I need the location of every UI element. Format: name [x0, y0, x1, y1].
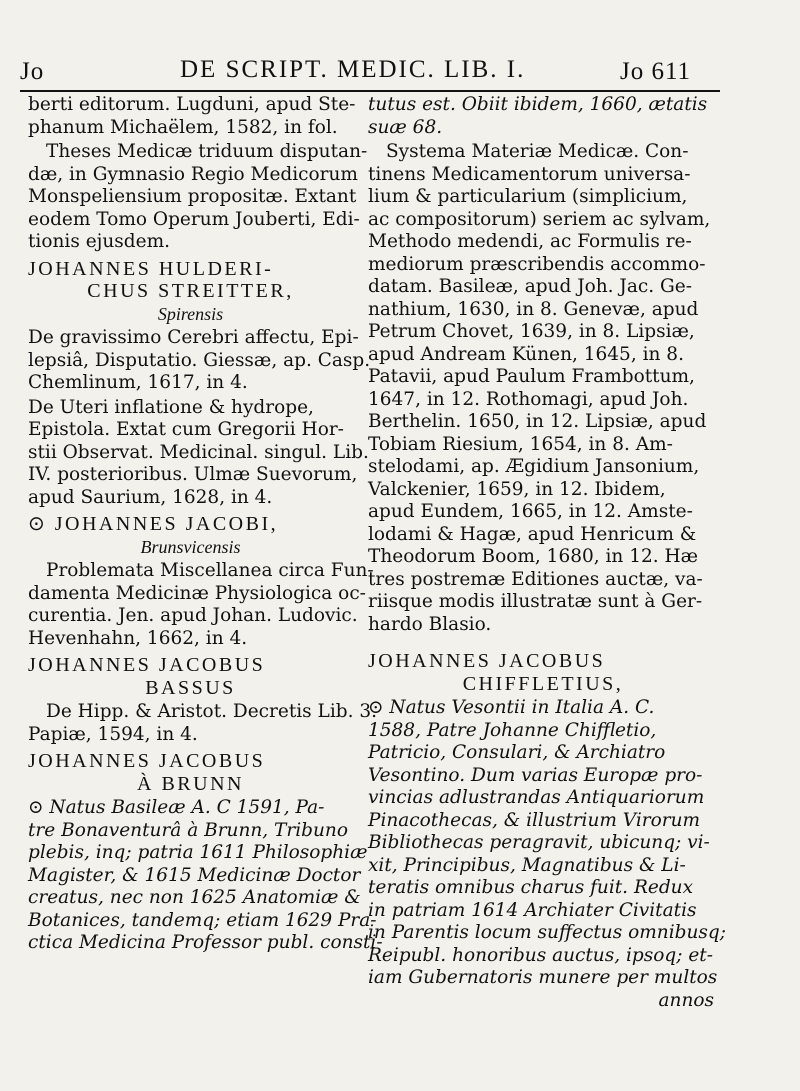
- text-line: Tobiam Riesium, 1654, in 8. Am-: [368, 433, 673, 455]
- text-line: apud Saurium, 1628, in 4.: [28, 486, 273, 508]
- text-line: Vesontino. Dum varias Europæ pro-: [368, 764, 703, 786]
- text-line: datam. Basileæ, apud Joh. Jac. Ge-: [368, 276, 692, 297]
- text-line: tinens Medicamentorum universa-: [368, 163, 691, 185]
- text-line: stelodami, ap. Ægidium Jansonium,: [368, 456, 700, 477]
- entry-text: [28, 94, 356, 139]
- text-line: ctica Medicina Professor publ. consti-: [28, 932, 383, 953]
- left-column: [28, 94, 383, 957]
- text-line: phanum Michaëlem, 1582, in fol.: [28, 116, 338, 138]
- text-line: Pinacothecas, & illustrium Virorum: [368, 809, 701, 831]
- text-line: stii Observat. Medicinal. singul. Lib.: [28, 441, 369, 463]
- author-heading: [368, 650, 718, 695]
- text-line: tutus est. Obiit ibidem, 1660, ætatis: [368, 94, 708, 115]
- entry-text: [368, 697, 726, 1012]
- text-line: in Parentis locum suffectus omnibusq;: [368, 922, 726, 943]
- text-line: xit, Principibus, Magnatibus & Li-: [368, 854, 686, 876]
- text-line: Petrum Chovet, 1639, in 8. Lipsiæ,: [368, 321, 695, 342]
- text-line: mediorum præscribendis accommo-: [368, 253, 706, 275]
- text-line: De Hipp. & Aristot. Decretis Lib. 3.: [46, 701, 378, 722]
- text-line: Patricio, Consulari, & Archiatro: [368, 742, 666, 763]
- header-page-number: Jo 611: [620, 58, 692, 85]
- text-line: Monspeliensium propositæ. Extant: [28, 186, 357, 207]
- text-line: Bibliothecas peragravit, ubicunq; vi-: [368, 832, 710, 853]
- entry-text: [28, 560, 374, 650]
- text-line: plebis, inq; patria 1611 Philosophiæ: [28, 842, 368, 863]
- text-line: De Uteri inflatione & hydrope,: [28, 396, 314, 418]
- heading-line: ⊙ JOHANNES JACOBI,: [28, 513, 279, 535]
- right-column: [368, 94, 726, 1014]
- text-line: Valckenier, 1659, in 12. Ibidem,: [368, 478, 666, 500]
- text-line: 1647, in 12. Rothomagi, apud Joh.: [368, 388, 689, 410]
- text-line: Botanices, tandemq; etiam 1629 Pra-: [28, 909, 377, 931]
- text-line: damenta Medicinæ Physiologica oc-: [28, 582, 366, 604]
- text-line: in patriam 1614 Archiater Civitatis: [368, 899, 697, 921]
- text-line: lodami & Hagæ, apud Henricum &: [368, 523, 697, 545]
- entry-text: [368, 141, 718, 636]
- text-line: dæ, in Gymnasio Regio Medicorum: [28, 163, 358, 185]
- heading-origin: Spirensis: [157, 303, 224, 324]
- text-line: IV. posterioribus. Ulmæ Suevorum,: [28, 464, 358, 485]
- text-line: lepsiâ, Disputatio. Giessæ, ap. Casp.: [28, 349, 371, 371]
- text-line: hardo Blasio.: [368, 613, 492, 635]
- text-line: lium & particularium (simplicium,: [368, 186, 688, 207]
- text-line: Papiæ, 1594, in 4.: [28, 723, 198, 745]
- text-line: curentia. Jen. apud Johan. Ludovic.: [28, 605, 358, 626]
- header-left: Jo: [20, 58, 45, 85]
- text-line: annos: [658, 989, 714, 1011]
- heading-line: JOHANNES JACOBUS: [28, 654, 266, 676]
- heading-line: JOHANNES JACOBUS: [28, 750, 266, 772]
- text-line: riisque modis illustratæ sunt à Ger-: [368, 591, 703, 612]
- running-header: [20, 52, 720, 92]
- header-title: DE SCRIPT. MEDIC. LIB. I.: [180, 56, 526, 83]
- heading-line: BASSUS: [145, 676, 236, 699]
- entry-text: [368, 94, 718, 139]
- text-line: 1588, Patre Johanne Chiffletio,: [368, 719, 657, 741]
- text-line: Magister, & 1615 Medicinæ Doctor: [28, 864, 361, 886]
- text-line: teratis omnibus charus fuit. Redux: [368, 877, 694, 898]
- heading-line: CHIFFLETIUS,: [462, 672, 624, 695]
- text-line: apud Andream Künen, 1645, in 8.: [368, 343, 684, 365]
- text-line: berti editorum. Lugduni, apud Ste-: [28, 94, 356, 115]
- header-rule: [20, 90, 720, 92]
- heading-line: À BRUNN: [137, 772, 244, 795]
- spacer: [368, 638, 718, 646]
- text-line: apud Eundem, 1665, in 12. Amste-: [368, 501, 693, 522]
- heading-line: JOHANNES JACOBUS: [368, 650, 606, 672]
- author-heading: [28, 258, 353, 326]
- entry-text: [28, 327, 371, 395]
- text-line: ⊙ Natus Vesontii in Italia A. C.: [368, 697, 655, 718]
- heading-origin: Brunsvicensis: [140, 536, 241, 557]
- entry-text: [28, 701, 378, 746]
- heading-line: CHUS STREITTER,: [87, 280, 294, 302]
- text-line: tionis ejusdem.: [28, 231, 171, 252]
- heading-line: JOHANNES HULDERI-: [28, 257, 274, 280]
- text-line: ⊙ Natus Basileæ A. C 1591, Pa-: [28, 797, 325, 818]
- text-line: Patavii, apud Paulum Frambottum,: [368, 366, 695, 387]
- text-line: Theodorum Boom, 1680, in 12. Hæ: [368, 546, 699, 567]
- text-line: Berthelin. 1650, in 12. Lipsiæ, apud: [368, 411, 707, 432]
- entry-text: [28, 141, 368, 254]
- text-line: ac compositorum) seriem ac sylvam,: [368, 208, 711, 230]
- text-line: eodem Tomo Operum Jouberti, Edi-: [28, 208, 360, 230]
- text-line: suæ 68.: [368, 116, 443, 138]
- entry-text: [28, 797, 383, 955]
- entry-text: [28, 396, 369, 510]
- author-heading: [28, 513, 353, 558]
- text-line: vincias adlustrandas Antiquariorum: [368, 787, 705, 808]
- text-line: Reipubl. honoribus auctus, ipsoq; et-: [368, 944, 713, 966]
- text-line: Hevenhahn, 1662, in 4.: [28, 627, 248, 649]
- author-heading: [28, 750, 353, 795]
- text-line: tres postremæ Editiones auctæ, va-: [368, 568, 703, 590]
- text-line: nathium, 1630, in 8. Genevæ, apud: [368, 298, 699, 320]
- text-line: Problemata Miscellanea circa Fun-: [46, 560, 374, 581]
- text-line: Chemlinum, 1617, in 4.: [28, 372, 248, 393]
- text-line: Epistola. Extat cum Gregorii Hor-: [28, 419, 344, 440]
- text-line: Theses Medicæ triduum disputan-: [46, 141, 368, 162]
- text-line: creatus, nec non 1625 Anatomiæ &: [28, 887, 361, 908]
- text-line: iam Gubernatoris munere per multos: [368, 967, 718, 988]
- text-line: Methodo medendi, ac Formulis re-: [368, 231, 692, 252]
- author-heading: [28, 654, 353, 699]
- text-line: Systema Materiæ Medicæ. Con-: [386, 141, 689, 162]
- text-line: De gravissimo Cerebri affectu, Epi-: [28, 327, 359, 348]
- text-line: tre Bonaventurâ à Brunn, Tribuno: [28, 819, 348, 841]
